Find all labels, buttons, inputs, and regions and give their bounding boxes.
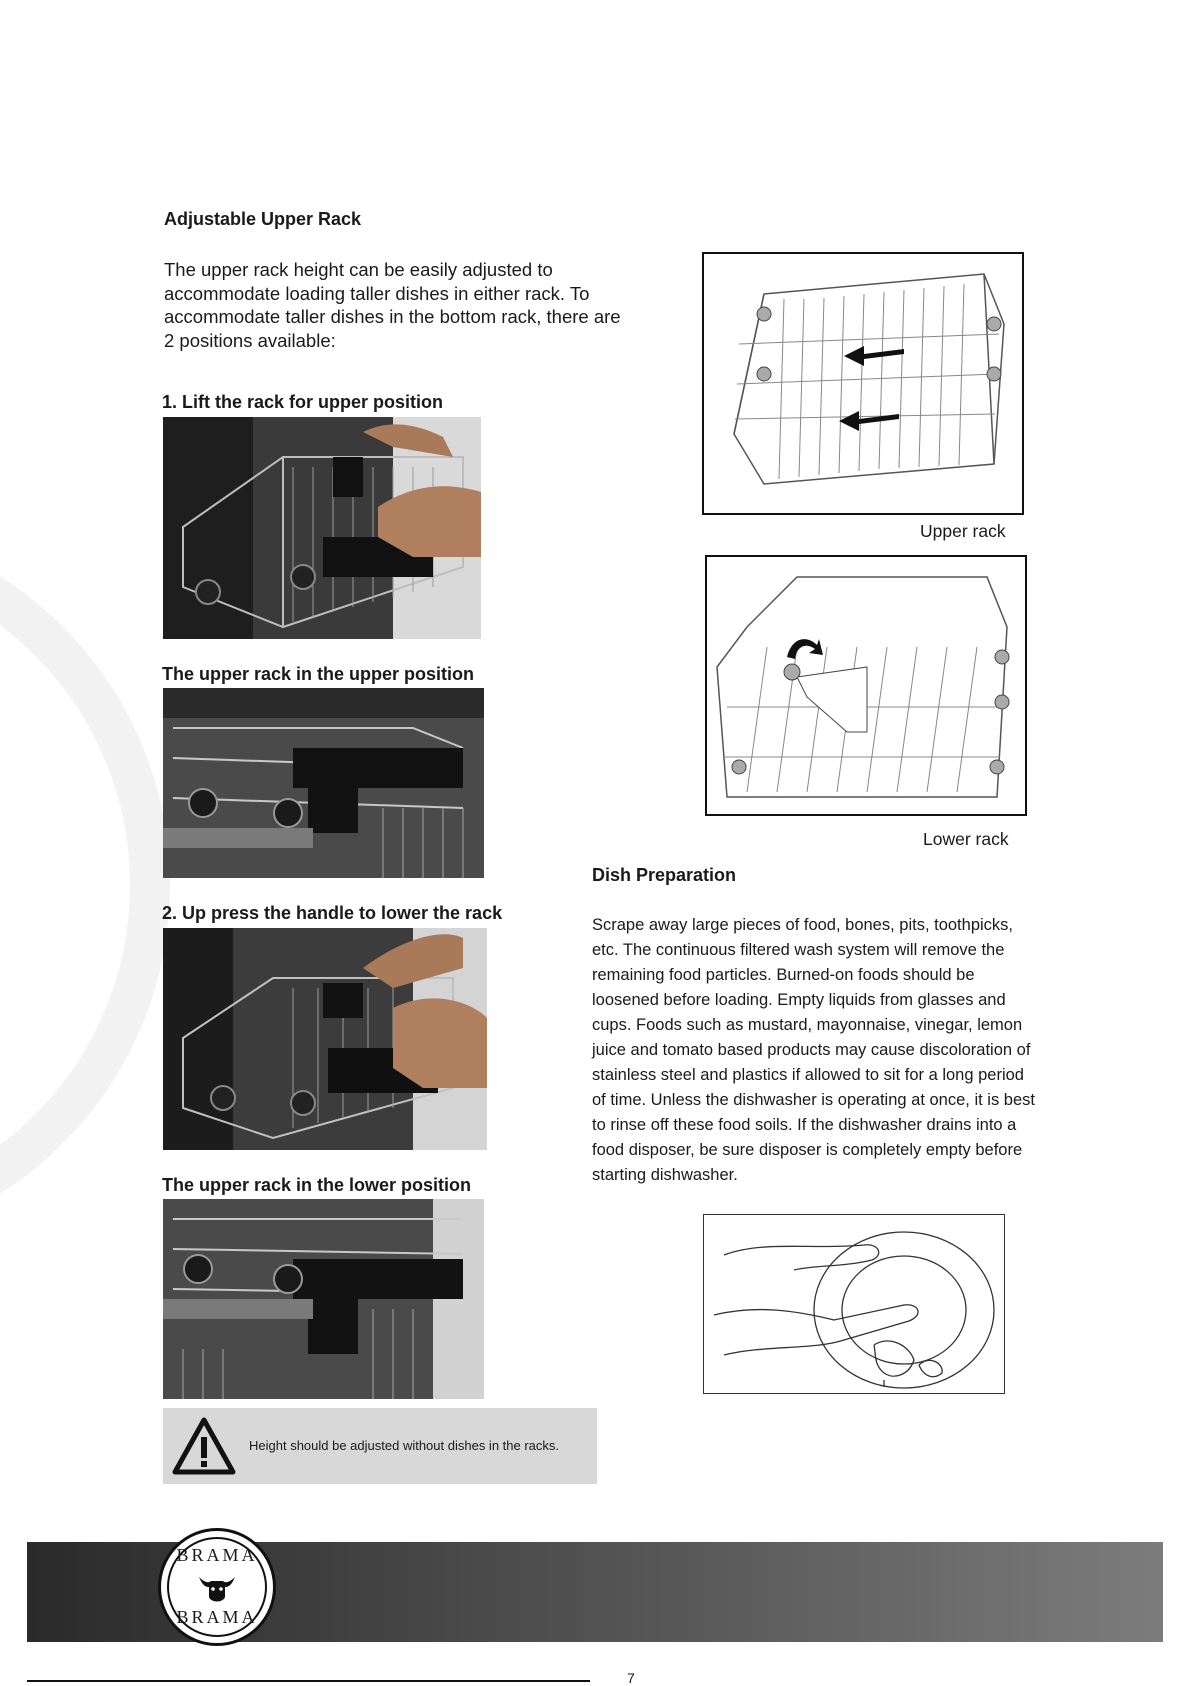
paragraph-line: remaining food particles. Burned-on foods should be <box>592 966 975 984</box>
heading-adjustable-upper-rack: Adjustable Upper Rack <box>164 209 362 229</box>
logo-text-top: BRAMA <box>176 1545 258 1565</box>
intro-paragraph <box>164 258 684 352</box>
paragraph-line: starting dishwasher. <box>592 1166 738 1184</box>
paragraph-line: food disposer, be sure disposer is completely empty before <box>592 1141 1023 1159</box>
paragraph-line: Scrape away large pieces of food, bones, pits, toothpicks, <box>592 916 1013 934</box>
caption-lower-rack: Lower rack <box>923 829 1009 849</box>
heading-dish-preparation: Dish Preparation <box>592 865 737 885</box>
logo-text-bottom: BRAMA <box>176 1607 258 1627</box>
figure-lower-rack <box>705 555 1027 816</box>
photo-lift-rack <box>163 417 481 639</box>
intro-line: accommodate taller dishes in the bottom rack, there are <box>164 306 621 327</box>
dish-preparation-paragraph <box>592 913 1092 1188</box>
step1-label: 1. Lift the rack for upper position <box>162 392 444 412</box>
figure-upper-rack <box>702 252 1024 515</box>
warning-triangle-icon <box>172 1417 236 1475</box>
paragraph-line: stainless steel and plastics if allowed to sit for a long period <box>592 1066 1024 1084</box>
figure-scrape-plate <box>703 1214 1005 1394</box>
caption-upper-rack: Upper rack <box>920 521 1006 541</box>
background-arc <box>0 520 170 1250</box>
paragraph-line: juice and tomato based products may cause discoloration of <box>592 1041 1031 1059</box>
bull-head-icon <box>197 1571 237 1605</box>
paragraph-line: of time. Unless the dishwasher is operating at once, it is best <box>592 1091 1035 1109</box>
photo-press-handle <box>163 928 487 1150</box>
intro-line: accommodate loading taller dishes in either rack. To <box>164 282 590 304</box>
paragraph-line: cups. Foods such as mustard, mayonnaise, vinegar, lemon <box>592 1016 1023 1034</box>
intro-line: The upper rack height can be easily adjusted to <box>164 259 553 280</box>
step2-label: 2. Up press the handle to lower the rack <box>162 903 503 923</box>
paragraph-line: loosened before loading. Empty liquids from glasses and <box>592 991 1006 1009</box>
photo-rack-lower-position <box>163 1199 484 1399</box>
intro-line: 2 positions available: <box>164 329 336 351</box>
bottom-rule <box>27 1680 590 1682</box>
caption-upper-position: The upper rack in the upper position <box>162 664 475 684</box>
warning-text: Height should be adjusted without dishes in the racks. <box>249 1438 560 1453</box>
photo-rack-upper-position <box>163 688 484 878</box>
warning-box <box>163 1408 597 1484</box>
brand-logo <box>158 1528 276 1646</box>
page-number: 7 <box>627 1670 635 1686</box>
caption-lower-position: The upper rack in the lower position <box>162 1175 472 1195</box>
paragraph-line: to rinse off these food soils. If the dishwasher drains into a <box>592 1116 1017 1134</box>
paragraph-line: etc. The continuous filtered wash system will remove the <box>592 941 1005 959</box>
